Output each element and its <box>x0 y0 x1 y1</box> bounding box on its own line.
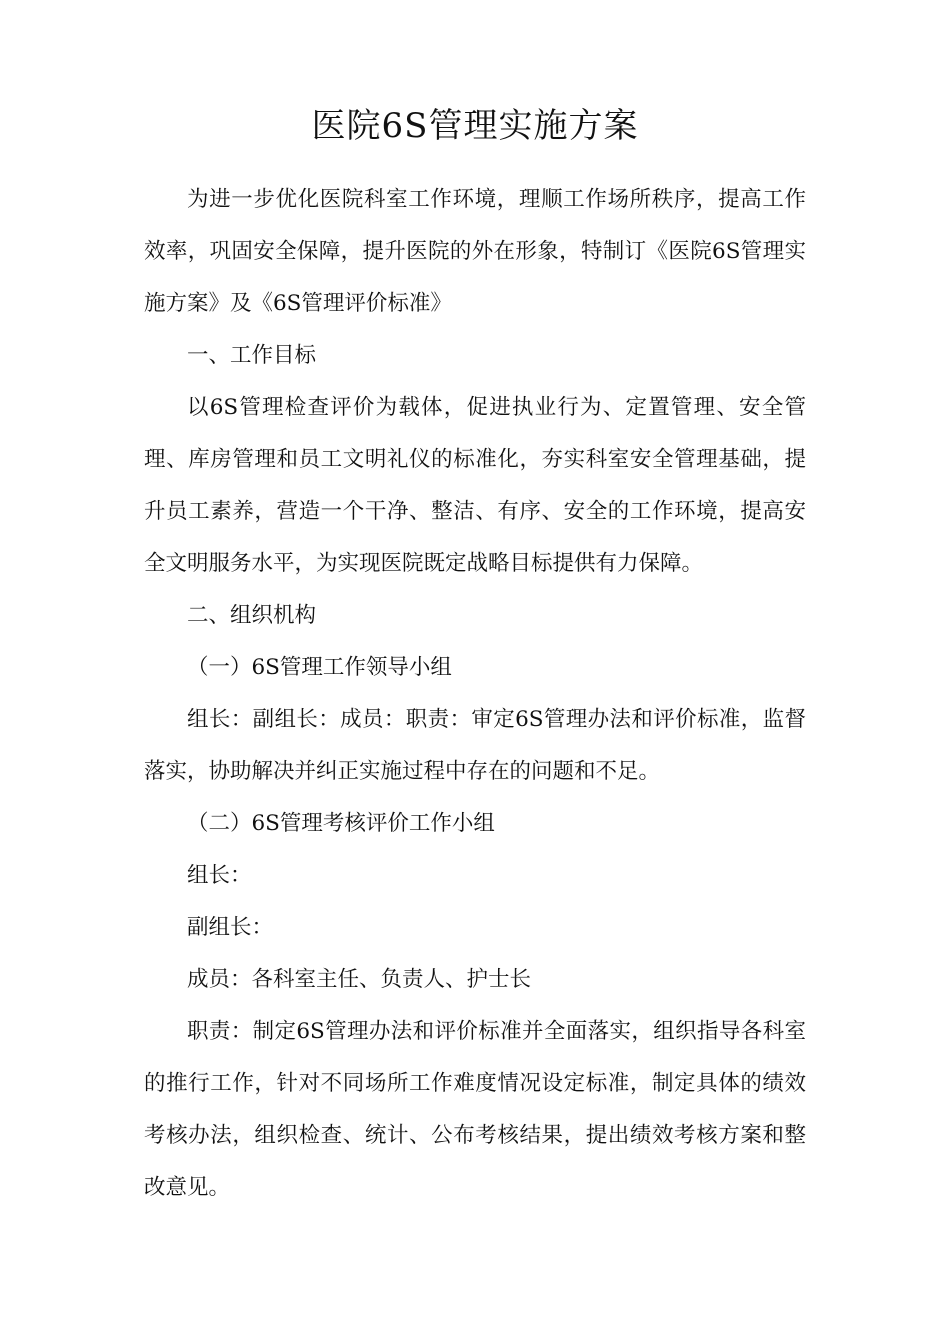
evaluation-members-line: 成员：各科室主任、负责人、护士长 <box>187 967 532 992</box>
evaluation-duties-paragraph: 职责：制定6S管理办法和评价标准并全面落实，组织指导各科室的推行工作，针对不同场所工作难度情况设定标准，制定具体的绩效考核办法，组织检查、统计、公布考核结果，提出绩效考核方案和整改意见。 <box>144 1019 806 1200</box>
leadership-paragraph: 组长：副组长：成员：职责：审定6S管理办法和评价标准，监督落实，协助解决并纠正实施过程中存在的问题和不足。 <box>144 707 806 784</box>
goals-paragraph: 以6S管理检查评价为载体，促进执业行为、定置管理、安全管理、库房管理和员工文明礼仪的标准化，夯实科室安全管理基础，提升员工素养，营造一个干净、整洁、有序、安全的工作环境，提高安全文明服务水平，为实现医院既定战略目标提供有力保障。 <box>144 395 806 576</box>
intro-paragraph: 为进一步优化医院科室工作环境，理顺工作场所秩序，提高工作效率，巩固安全保障，提升医院的外在形象，特制订《医院6S管理实施方案》及《6S管理评价标准》 <box>144 187 806 316</box>
evaluation-deputy-line: 副组长： <box>187 915 274 940</box>
section-heading-goals: 一、工作目标 <box>187 343 317 368</box>
subsection-heading-leadership: （一）6S管理工作领导小组 <box>187 655 452 680</box>
subsection-heading-evaluation: （二）6S管理考核评价工作小组 <box>187 811 495 836</box>
section-heading-organization: 二、组织机构 <box>187 603 317 628</box>
evaluation-leader-line: 组长： <box>187 863 252 888</box>
document-title: 医院6S管理实施方案 <box>311 106 639 146</box>
